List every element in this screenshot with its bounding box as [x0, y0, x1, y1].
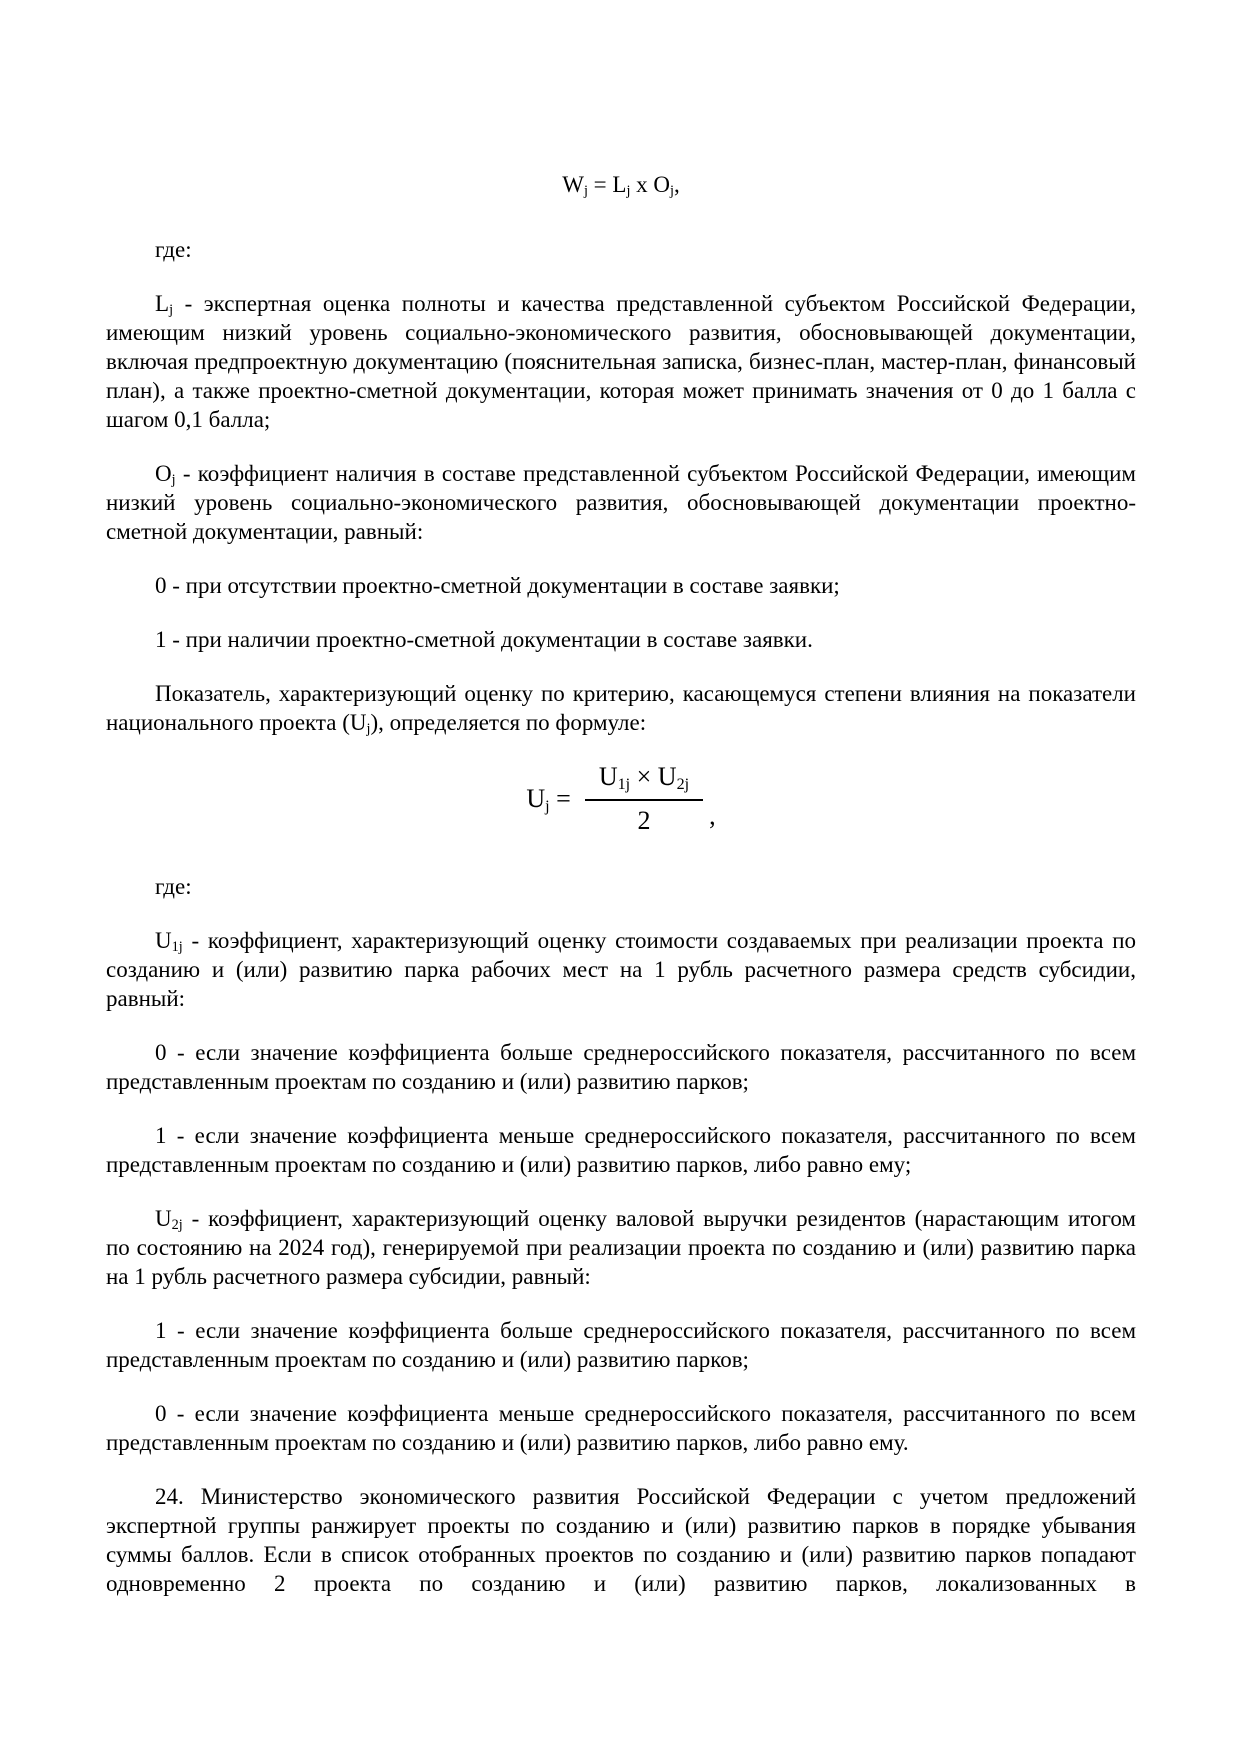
formula-uj-fraction — [585, 762, 703, 836]
formula-uj-comma: , — [709, 800, 716, 830]
paragraph-u2j-definition: U2j - коэффициент, характеризующий оценку валовой выручки резидентов (нарастающим итогом по состоянию на 2024 год), генерируемой при реализации проекта по созданию и (или) развитию парка на 1 рубль расчетного размера субсидии, равный: — [106, 1205, 1136, 1289]
where-label-2: где: — [155, 873, 192, 899]
formula-uj-lhs: Uj = — [526, 783, 571, 815]
list-item-u2j-1: 1 - если значение коэффициента больше среднероссийского показателя, рассчитанного по всем представленным проектам по созданию и (или) развитию парков; — [106, 1317, 1136, 1372]
list-item-u1j-1: 1 - если значение коэффициента меньше среднероссийского показателя, рассчитанного по всем представленным проектам по созданию и (или) развитию парков, либо равно ему; — [106, 1122, 1136, 1177]
paragraph-u1j-definition: U1j - коэффициент, характеризующий оценку стоимости создаваемых при реализации проекта по созданию и (или) развитию парка рабочих мест на 1 рубль расчетного размера средств субсидии, равный: — [106, 927, 1136, 1011]
list-item-u2j-0: 0 - если значение коэффициента меньше среднероссийского показателя, рассчитанного по всем представленным проектам по созданию и (или) развитию парков, либо равно ему. — [106, 1400, 1136, 1455]
paragraph-lj-definition: Lj - экспертная оценка полноты и качества представленной субъектом Российской Федерации, имеющим низкий уровень социально-экономического развития, обосновывающей документации, включая предпроектную документацию (пояснительная записка, бизнес-план, мастер-план, финансовый план), а также проектно-сметной документации, которая может принимать значения от 0 до 1 балла с шагом 0,1 балла; — [106, 291, 1136, 432]
list-item-u1j-0: 0 - если значение коэффициента больше среднероссийского показателя, рассчитанного по всем представленным проектам по созданию и (или) развитию парков; — [106, 1039, 1136, 1094]
paragraph-oj-definition: Oj - коэффициент наличия в составе представленной субъектом Российской Федерации, имеющим низкий уровень социально-экономического развития, обосновывающей документации проектно-сметной документации, равный: — [106, 461, 1136, 544]
formula-wj: Wj = Lj x Oj, — [562, 172, 680, 200]
paragraph-24-ministry: 24. Министерство экономического развития Российской Федерации с учетом предложений экспертной группы ранжирует проекты по созданию и (или) развитию парков в порядке убывания суммы баллов. Если в список отобранных проектов по созданию и (или) развитию парков попадают одновременно 2 проекта по созданию и (или) развитию парков, локализованных в — [106, 1483, 1136, 1596]
formula-uj — [106, 762, 1136, 836]
list-item-oj-0: 0 - при отсутствии проектно-сметной документации в составе заявки; — [155, 573, 840, 598]
formula-uj-numerator: U1j × U2j — [585, 762, 703, 801]
where-label-1: где: — [155, 237, 192, 262]
list-item-oj-1: 1 - при наличии проектно-сметной документации в составе заявки. — [155, 627, 813, 652]
paragraph-indicator: Показатель, характеризующий оценку по критерию, касающемуся степени влияния на показатели национального проекта (Uj), определяется по формуле: — [106, 681, 1136, 738]
formula-uj-denominator: 2 — [637, 805, 651, 835]
